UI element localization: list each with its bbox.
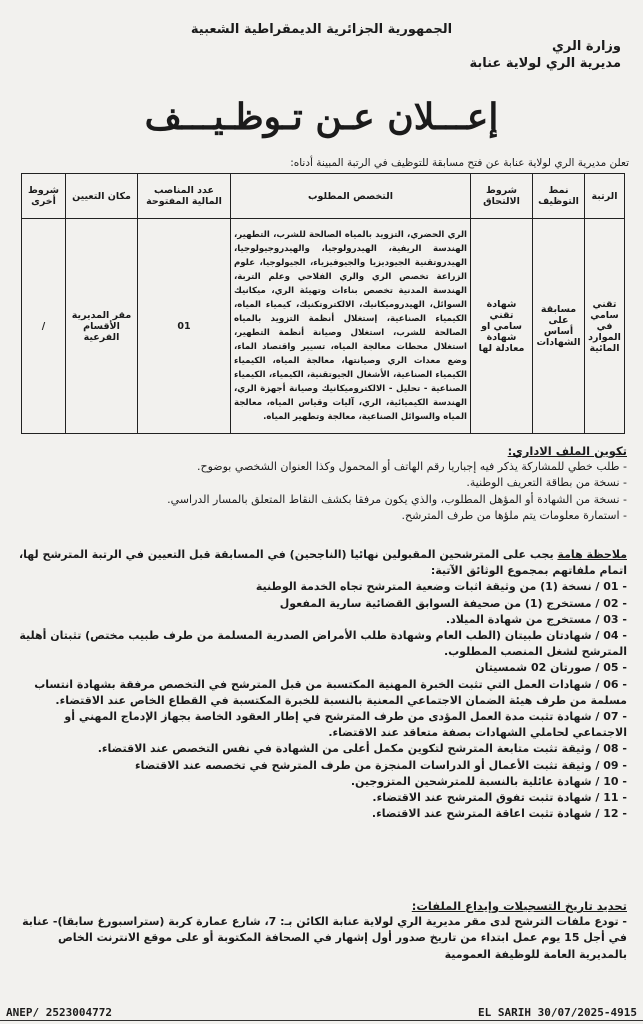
admin-file-item: - نسخة من بطاقة التعريف الوطنية. xyxy=(466,476,627,490)
deadline-heading: تحديد تاريخ التسجيلات وإيداع الملفات: xyxy=(411,899,627,913)
intro-text: تعلن مديرية الري لولاية عنابة عن فتح مسابقة للتوظيف في الرتبة المبينة أدناه: xyxy=(290,157,629,169)
admin-file-section xyxy=(15,443,627,524)
cell-grade: تقني سامي في الموارد المائية xyxy=(585,219,625,434)
document-item: - 04 / شهادتان طبيتان (الطب العام وشهادة طلب الأمراض الصدرية المسلمة من طرف طبيب مختص) تثبتان أهلية المترشح لشغل المنصب المطلوب. xyxy=(19,629,627,659)
document-item: - 11 / شهادة تثبت تفوق المترشح عند الاقتضاء. xyxy=(372,791,627,805)
job-offer-table xyxy=(21,173,625,434)
table-header-row xyxy=(22,174,625,219)
republic-header: الجمهورية الجزائرية الديمقراطية الشعبية xyxy=(190,22,453,37)
note-section xyxy=(15,547,627,822)
table-row xyxy=(22,219,625,434)
admin-file-item: - استمارة معلومات يتم ملؤها من طرف المترشح. xyxy=(401,508,627,522)
header-grade: الرتبة xyxy=(585,174,625,219)
document-item: - 08 / وثيقة تثبت متابعة المترشح لتكوين مكمل أعلى من الشهادة في نفس التخصص عند الاقتضاء. xyxy=(97,742,627,756)
document-item: - 06 / شهادات العمل التي تثبت الخبرة المهنية المكتسبة من قبل المترشح في التخصص مرفقة بشهادة انتساب مسلمة من طرف هيئة الضمان الاجتماعي المعنية بالنسبة للخبرة المكتسبة في القطاع الخاص عند الاقتضاء. xyxy=(34,677,627,707)
header-positions: عدد المناصب المالية المفتوحة xyxy=(138,174,231,219)
cell-positions: 01 xyxy=(138,219,231,434)
document-item: - 12 / شهادة تثبت اعاقة المترشح عند الاقتضاء. xyxy=(371,807,627,821)
document-item: - 01 / نسخة (1) من وثيقة اثبات وضعية المترشح تجاه الخدمة الوطنية xyxy=(255,580,627,594)
note-label: ملاحظة هامة xyxy=(557,548,627,561)
cell-specialty: الري الحضري، التزويد بالمياه الصالحة للشرب، التطهير، الهندسة الريفية، الهيدرولوجيا، والهيدروجيولوجيا، الهيدروتقنية الجيوديزيا والجيوفيزياء، الجيولوجيا، علوم الزراعة تخصص الري والري الفلاحي وعلم التربة، الهندسة المدنية تخصص بناءات وتهيئة الري، ميكانيك السوائل، الهيدروميكانيك، الالكتروتكنيك، كيمياء المياه، الكيمياء الصناعية، إستغلال أنظمة التزويد بالمياه الصالحة للشرب، استغلال وصيانة أنظمة التطهير، استغلال محطات معالجة المياه، تسيير واقتصاد الماء، وضع معدات الري وصيانتها، معالجة المياه، الكيمياء الكيمياء الصناعية، الأشغال الجيوتقنية، الكيمياء، الكيمياء الصناعية - تحليل - الالكتروميكانيك وصيانة أجهزة الري، الهندسة الكيميائية، الري، آليات وقياس المياه، معالجة المياه والسوائل الصناعية، معالجة وتطهير المياه. xyxy=(231,219,471,434)
header-conditions: شروط الالتحاق xyxy=(471,174,533,219)
header-specialty: التخصص المطلوب xyxy=(231,174,471,219)
document-item: - 03 / مستخرج من شهادة الميلاد. xyxy=(445,612,627,626)
deadline-text: - تودع ملفات الترشح لدى مقر مديرية الري لولاية عنابة الكائن بـ: 7، شارع عمارة كربة (ستراسبورغ سابقا)- عنابة في أجل 15 يوم عمل ابتداء من تاريخ صدور أول إشهار في الصحافة المكتوبة أو على موقع الانترنت الخاص بالمديرية العامة للوظيفة العمومية xyxy=(22,915,627,961)
document-item: - 10 / شهادة عائلية بالنسبة للمترشحين المتزوجين. xyxy=(350,774,627,788)
deadline-section xyxy=(15,898,627,963)
cell-conditions: شهادة تقني سامي او شهادة معادلة لها xyxy=(471,219,533,434)
cell-mode: مسابقة على أساس الشهادات xyxy=(533,219,585,434)
header-mode: نمط التوظيف xyxy=(533,174,585,219)
cell-other: / xyxy=(22,219,66,434)
newspaper-reference: EL SARIH 30/07/2025-4915 xyxy=(478,1006,637,1019)
cell-place: مقر المديرية الأقسام الفرعية xyxy=(66,219,138,434)
admin-file-item: - نسخة من الشهادة أو المؤهل المطلوب، والذي يكون مرفقا بكشف النقاط المتعلق بالمسار الدراسي. xyxy=(167,492,627,506)
admin-file-heading: تكوين الملف الاداري: xyxy=(507,444,627,458)
note-paragraph xyxy=(15,547,627,579)
ministry-name: وزارة الري xyxy=(551,39,621,54)
document-item: - 05 / صورتان 02 شمسيتان xyxy=(475,661,627,675)
footer-divider xyxy=(0,1020,643,1021)
document-item: - 02 / مستخرج (1) من صحيفة السوابق القضائية سارية المفعول xyxy=(279,596,627,610)
page-title: إعـــلان عـن تـوظـيـــف xyxy=(144,96,499,138)
directorate-name: مديرية الري لولاية عنابة xyxy=(469,56,621,71)
anep-reference: ANEP/ 2523004772 xyxy=(6,1006,112,1019)
document-item: - 07 / شهادة تثبت مدة العمل المؤدى من طرف المترشح في إطار العقود الخاصة بجهاز الإدماج المهني أو الاجتماعي لحاملي الشهادات بصفة متعاقد عند الاقتضاء. xyxy=(64,710,627,740)
document-item: - 09 / وثيقة تثبت الأعمال أو الدراسات المنجزة من طرف المترشح في تخصصه عند الاقتضاء xyxy=(134,758,627,772)
admin-file-item: - طلب خطي للمشاركة يذكر فيه إجباريا رقم الهاتف أو المحمول وكذا العنوان الشخصي بوضوح. xyxy=(196,460,627,474)
header-other: شروط أخرى xyxy=(22,174,66,219)
header-place: مكان التعيين xyxy=(66,174,138,219)
note-text: يجب على المترشحين المقبولين نهائيا (الناجحين) في المسابقة قبل التعيين في الرتبة المترشح لها، اتمام ملفاتهم بمجموع الوثائق الآتية: xyxy=(18,548,627,578)
ministry-block xyxy=(469,38,621,72)
